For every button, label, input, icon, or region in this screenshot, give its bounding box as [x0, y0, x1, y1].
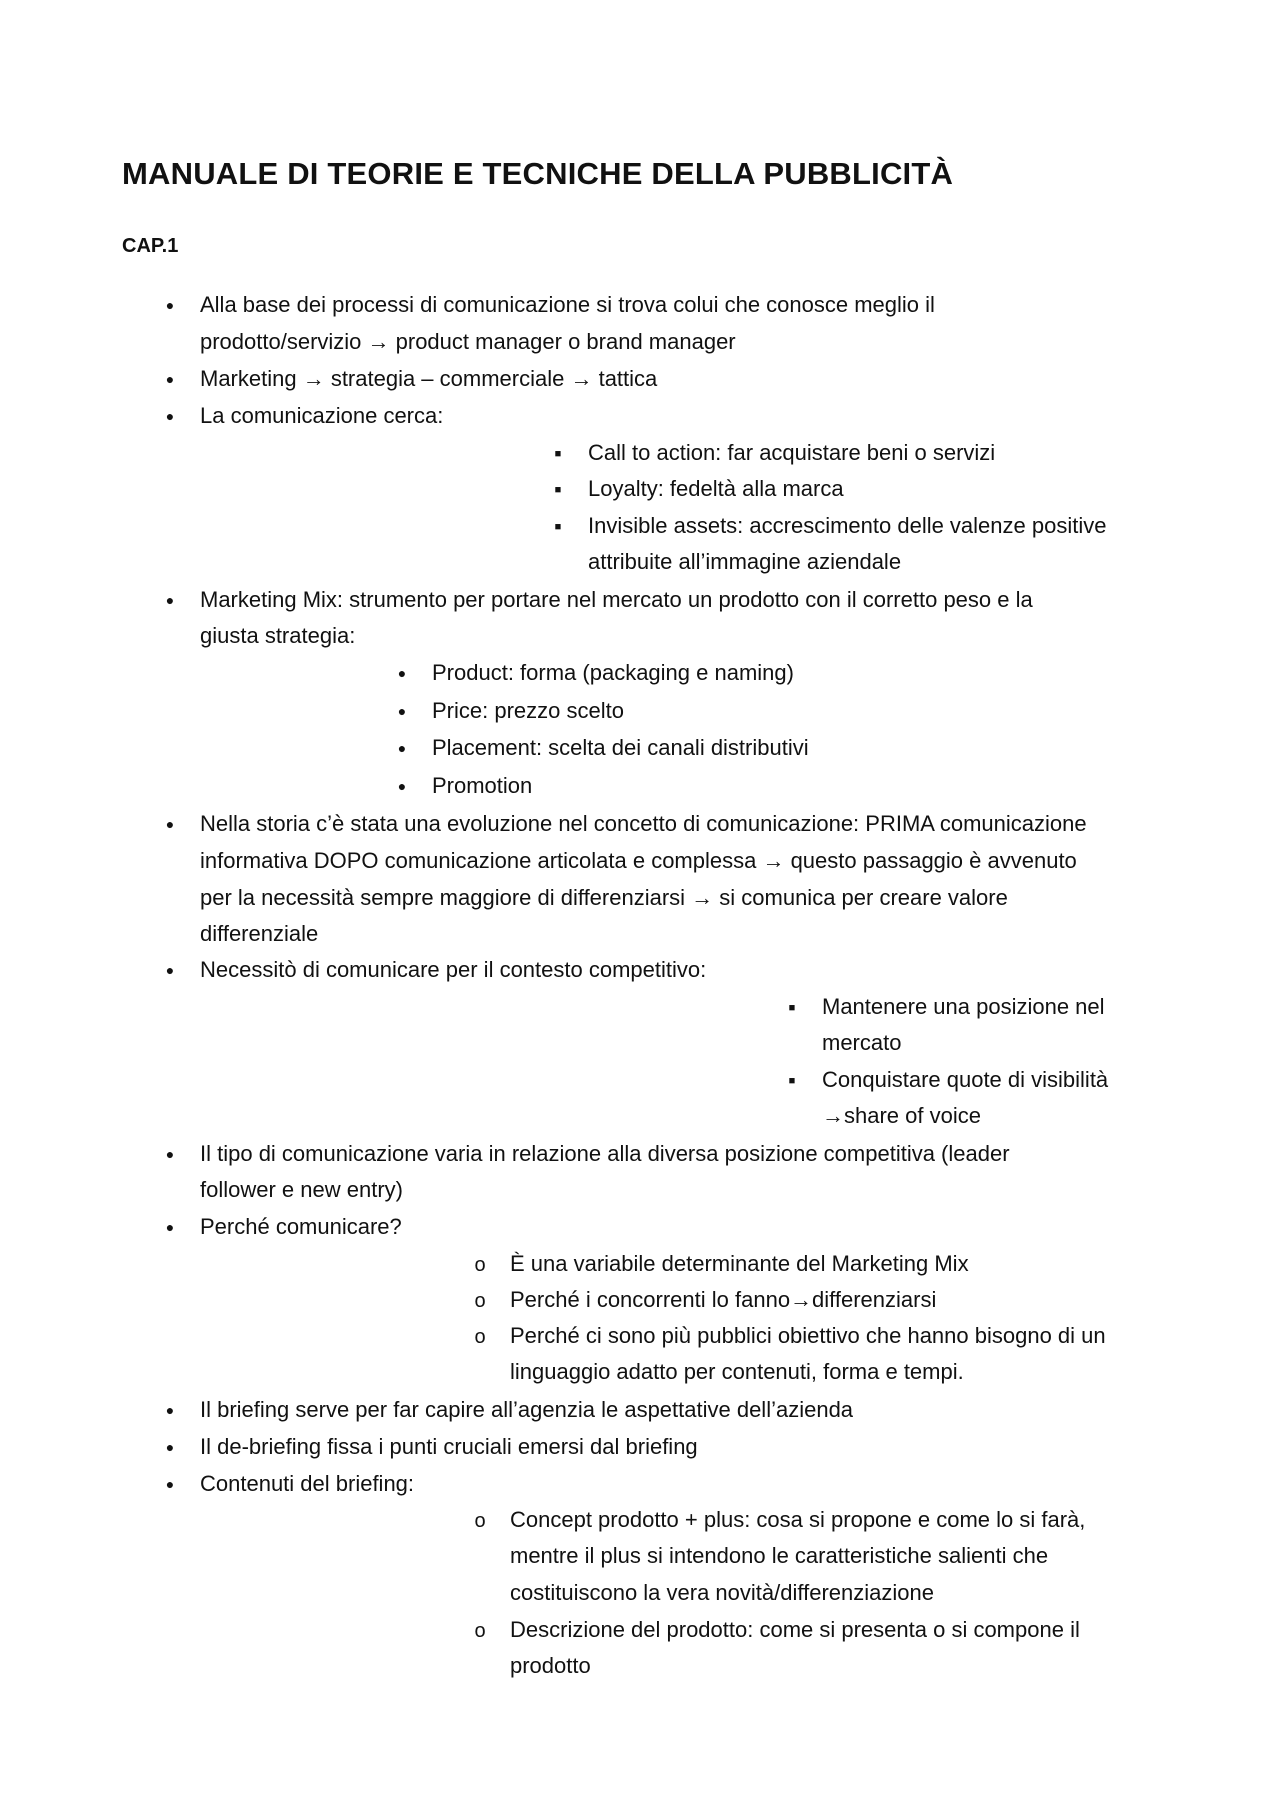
bullet-icon: [160, 1392, 180, 1430]
list-item-continuation: informativa DOPO comunicazione articolata e complessa → questo passaggio è avvenuto: [200, 848, 1077, 873]
bullet-icon: [160, 582, 180, 620]
list-item: Il tipo di comunicazione varia in relazione alla diversa posizione competitiva (leader: [200, 1141, 1010, 1166]
bullet-icon: [160, 952, 180, 990]
square-bullet-icon: [548, 471, 568, 511]
document-title: MANUALE DI TEORIE E TECNICHE DELLA PUBBLICITÀ: [122, 156, 954, 191]
square-bullet-icon: [782, 989, 802, 1029]
bullet-icon: [392, 730, 412, 768]
bullet-icon: [160, 398, 180, 436]
list-item: Marketing → strategia – commerciale → tattica: [200, 366, 658, 391]
sub-list-item: È una variabile determinante del Marketing Mix: [510, 1251, 969, 1276]
sub-list-item: Invisible assets: accrescimento delle valenze positive: [588, 513, 1107, 538]
circle-bullet-icon: [470, 1612, 490, 1649]
sub-list-item-continuation: prodotto: [510, 1653, 591, 1678]
list-item-continuation: follower e new entry): [200, 1177, 403, 1202]
sub-list-item: Descrizione del prodotto: come si presenta o si compone il: [510, 1617, 1080, 1642]
bullet-icon: [160, 806, 180, 844]
bullet-icon: [392, 693, 412, 731]
square-bullet-icon: [548, 508, 568, 548]
bullet-icon: [160, 287, 180, 325]
bullet-icon: [160, 361, 180, 399]
sub-list-item: Placement: scelta dei canali distributivi: [432, 735, 809, 760]
list-item: Il briefing serve per far capire all’agenzia le aspettative dell’azienda: [200, 1397, 854, 1422]
list-item: Marketing Mix: strumento per portare nel mercato un prodotto con il corretto peso e la: [200, 587, 1033, 612]
list-item-continuation: differenziale: [200, 921, 319, 946]
sub-list-item-continuation: attribuite all’immagine aziendale: [588, 549, 902, 574]
bullet-icon: [392, 768, 412, 806]
sub-list-item: Price: prezzo scelto: [432, 698, 624, 723]
sub-list-item: Promotion: [432, 773, 533, 798]
circle-bullet-icon: [470, 1246, 490, 1283]
sub-list-item: Concept prodotto + plus: cosa si propone e come lo si farà,: [510, 1507, 1086, 1532]
circle-bullet-icon: [470, 1318, 490, 1355]
list-item: Nella storia c’è stata una evoluzione nel concetto di comunicazione: PRIMA comunicazione: [200, 811, 1087, 836]
list-item: Il de-briefing fissa i punti cruciali emersi dal briefing: [200, 1434, 698, 1459]
square-bullet-icon: [782, 1062, 802, 1102]
list-item-continuation: prodotto/servizio → product manager o brand manager: [200, 329, 736, 354]
list-item: Necessitò di comunicare per il contesto competitivo:: [200, 957, 707, 982]
sub-list-item: Loyalty: fedeltà alla marca: [588, 476, 844, 501]
sub-list-item-continuation: mentre il plus si intendono le caratteristiche salienti che: [510, 1543, 1049, 1568]
sub-list-item-continuation: mercato: [822, 1030, 902, 1055]
list-item: Perché comunicare?: [200, 1214, 402, 1239]
list-item: Contenuti del briefing:: [200, 1471, 415, 1496]
sub-list-item: Call to action: far acquistare beni o servizi: [588, 440, 996, 465]
sub-list-item: Mantenere una posizione nel: [822, 994, 1105, 1019]
sub-list-item: Product: forma (packaging e naming): [432, 660, 794, 685]
sub-list-item-continuation: costituiscono la vera novità/differenziazione: [510, 1580, 934, 1605]
sub-list-item: Perché ci sono più pubblici obiettivo che hanno bisogno di un: [510, 1323, 1106, 1348]
list-item: La comunicazione cerca:: [200, 403, 444, 428]
list-item: Alla base dei processi di comunicazione si trova colui che conosce meglio il: [200, 292, 935, 317]
square-bullet-icon: [548, 435, 568, 475]
list-item-continuation: giusta strategia:: [200, 623, 356, 648]
circle-bullet-icon: [470, 1502, 490, 1539]
bullet-icon: [160, 1209, 180, 1247]
sub-list-item-continuation: →share of voice: [822, 1103, 981, 1128]
sub-list-item: Conquistare quote di visibilità: [822, 1067, 1109, 1092]
bullet-icon: [160, 1136, 180, 1174]
bullet-icon: [392, 655, 412, 693]
chapter-heading: CAP.1: [122, 235, 179, 257]
circle-bullet-icon: [470, 1282, 490, 1319]
sub-list-item: Perché i concorrenti lo fanno→differenziarsi: [510, 1287, 937, 1312]
list-item-continuation: per la necessità sempre maggiore di differenziarsi → si comunica per creare valore: [200, 885, 1008, 910]
sub-list-item-continuation: linguaggio adatto per contenuti, forma e tempi.: [510, 1359, 964, 1384]
bullet-icon: [160, 1466, 180, 1504]
bullet-icon: [160, 1429, 180, 1467]
